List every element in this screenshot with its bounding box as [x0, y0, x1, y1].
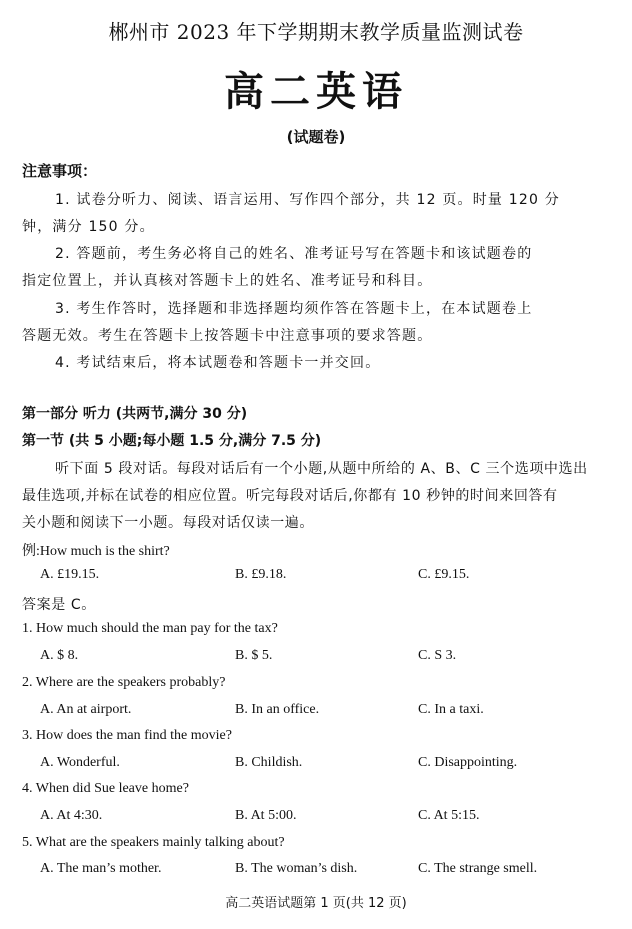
volume-label: (试题卷)	[286, 128, 346, 146]
note-line: 答题无效。考生在答题卡上按答题卡中注意事项的要求答题。	[22, 328, 433, 344]
note-line: 4. 考试结束后，将本试题卷和答题卡一并交回。	[55, 355, 381, 371]
instruction-line: 听下面 5 段对话。每段对话后有一个小题,从题中所给的 A、B、C 三个选项中选出	[55, 461, 588, 477]
example-question: 例:How much is the shirt?	[22, 544, 170, 559]
question-5-option-b: B. The woman’s dish.	[235, 861, 358, 876]
question-3: 3. How does the man find the movie?	[22, 728, 232, 743]
section1-heading: 第一节 (共 5 小题;每小题 1.5 分,满分 7.5 分)	[22, 433, 322, 449]
question-2-option-c: C. In a taxi.	[418, 702, 484, 717]
question-3-option-c: C. Disappointing.	[418, 755, 518, 770]
question-2-option-b: B. In an office.	[235, 702, 320, 717]
question-3-option-b: B. Childish.	[235, 755, 303, 770]
question-2-option-a: A. An at airport.	[40, 702, 132, 717]
subject-title: 高二英语	[224, 69, 408, 115]
question-4-option-c: C. At 5:15.	[418, 808, 480, 823]
question-5: 5. What are the speakers mainly talking about?	[22, 835, 285, 850]
example-answer: 答案是 C。	[22, 597, 96, 613]
exam-title: 郴州市 2023 年下学期期末教学质量监测试卷	[108, 20, 524, 44]
part1-heading: 第一部分 听力 (共两节,满分 30 分)	[22, 406, 248, 422]
question-1-option-c: C. S 3.	[418, 648, 457, 663]
note-line: 1. 试卷分听力、阅读、语言运用、写作四个部分，共 12 页。时量 120 分	[55, 192, 560, 208]
instruction-line: 关小题和阅读下一小题。每段对话仅读一遍。	[22, 515, 314, 531]
question-1-option-a: A. $ 8.	[40, 648, 79, 663]
example-option-a: A. £19.15.	[40, 567, 100, 582]
question-3-option-a: A. Wonderful.	[40, 755, 120, 770]
page-footer: 高二英语试题第 1 页(共 12 页)	[225, 896, 407, 911]
note-line: 指定位置上，并认真核对答题卡上的姓名、准考证号和科目。	[22, 273, 433, 289]
question-5-option-c: C. The strange smell.	[418, 861, 538, 876]
example-option-c: C. £9.15.	[418, 567, 470, 582]
example-option-b: B. £9.18.	[235, 567, 287, 582]
note-line: 2. 答题前，考生务必将自己的姓名、准考证号写在答题卡和该试题卷的	[55, 246, 533, 262]
question-4-option-a: A. At 4:30.	[40, 808, 103, 823]
instruction-line: 最佳选项,并标在试卷的相应位置。听完每段对话后,你都有 10 秒钟的时间来回答有	[22, 488, 558, 504]
question-1: 1. How much should the man pay for the tax?	[22, 621, 278, 636]
question-5-option-a: A. The man’s mother.	[40, 861, 162, 876]
notes-heading: 注意事项：	[22, 162, 98, 180]
question-4-option-b: B. At 5:00.	[235, 808, 297, 823]
note-line: 3. 考生作答时，选择题和非选择题均须作答在答题卡上，在本试题卷上	[55, 301, 533, 317]
question-2: 2. Where are the speakers probably?	[22, 675, 226, 690]
question-1-option-b: B. $ 5.	[235, 648, 273, 663]
question-4: 4. When did Sue leave home?	[22, 781, 189, 796]
note-line: 钟，满分 150 分。	[22, 219, 155, 235]
